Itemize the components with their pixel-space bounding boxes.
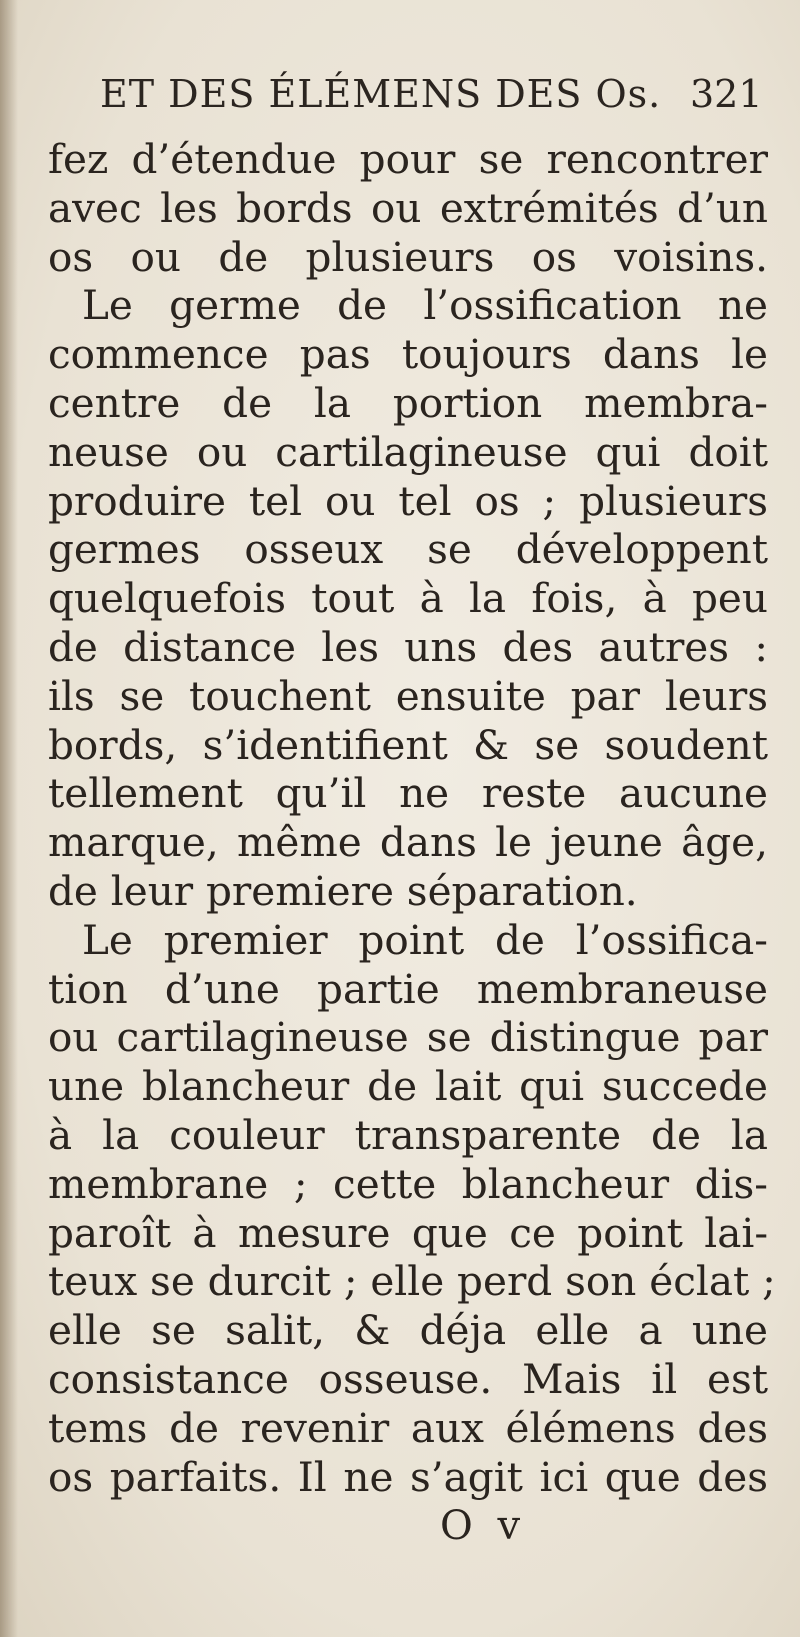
running-head: ET DES ÉLÉMENS DES Os. (100, 72, 662, 116)
text-line: consistance osseuse. Mais il est (48, 1354, 768, 1403)
text-line: de distance les uns des autres : (48, 622, 768, 671)
page-number: 321 (690, 72, 763, 116)
text-line: tellement qu’il ne reste aucune (48, 769, 768, 818)
text-line: une blancheur de lait qui succede (48, 1062, 768, 1111)
text-line: os ou de plusieurs os voisins. (48, 232, 768, 281)
text-line: avec les bords ou extrémités d’un (48, 183, 768, 232)
text-line: ou cartilagineuse se distingue par (48, 1013, 768, 1062)
text-line: germes osseux se développent (48, 525, 768, 574)
text-line: tems de revenir aux élémens des (48, 1403, 768, 1452)
text-line: produire tel ou tel os ; plusieurs (48, 476, 768, 525)
text-line: neuse ou cartilagineuse qui doit (48, 427, 768, 476)
text-line: de leur premiere séparation. (48, 866, 638, 915)
text-line: teux se durcit ; elle perd son éclat ; (48, 1257, 776, 1306)
text-line: marque, même dans le jeune âge, (48, 818, 768, 867)
text-line: Le premier point de l’ossifica- (82, 915, 768, 964)
text-line: Le germe de l’ossification ne (82, 281, 768, 330)
text-line: os parfaits. Il ne s’agit ici que des (48, 1452, 768, 1501)
page-edge-shadow (0, 0, 18, 1637)
text-line: quelquefois tout à la fois, à peu (48, 574, 768, 623)
body-text (48, 135, 776, 1501)
text-line: commence pas toujours dans le (48, 330, 768, 379)
text-line: bords, s’identifient & se soudent (48, 720, 768, 769)
text-line: à la couleur transparente de la (48, 1110, 768, 1159)
text-line: tion d’une partie membraneuse (48, 964, 768, 1013)
text-line: paroît à mesure que ce point lai- (48, 1208, 768, 1257)
text-line: ils se touchent ensuite par leurs (48, 671, 768, 720)
text-line: centre de la portion membra- (48, 378, 768, 427)
signature-mark: O v (440, 1503, 527, 1549)
text-line: membrane ; cette blancheur dis- (48, 1159, 768, 1208)
text-line: elle se salit, & déja elle a une (48, 1306, 768, 1355)
text-line: fez d’étendue pour se rencontrer (48, 135, 768, 183)
